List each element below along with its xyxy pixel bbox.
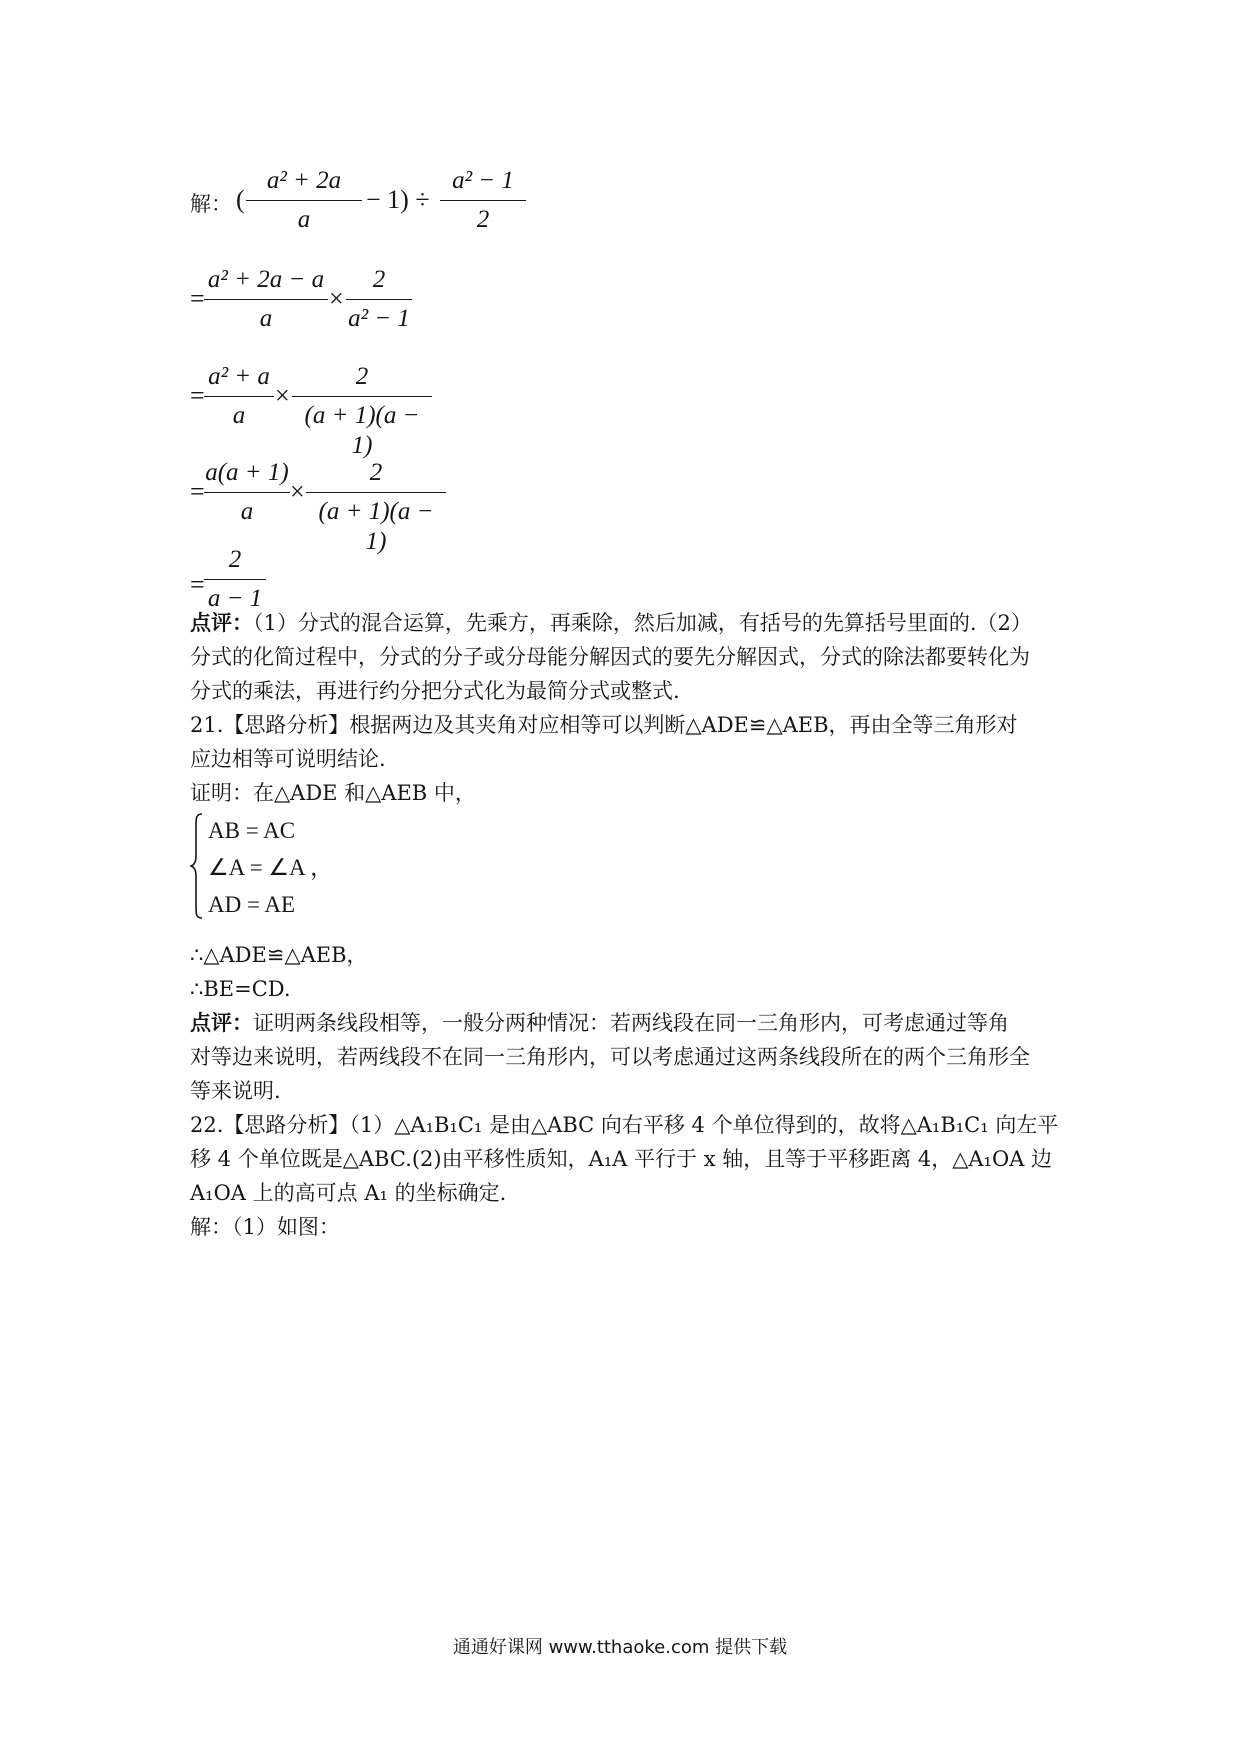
equals-sign: = (190, 477, 205, 506)
fraction: 2 a² − 1 (346, 265, 412, 334)
q21-analysis: 21.【思路分析】根据两边及其夹角对应相等可以判断△ADE≌△AEB，再由全等三角形对 (190, 713, 1018, 737)
times-sign: × (290, 477, 305, 506)
fraction: a² − 1 2 (440, 166, 526, 235)
q21-proof-intro: 证明：在△ADE 和△AEB 中， (190, 781, 476, 805)
operator: − 1) ÷ (366, 185, 430, 214)
q22-solution: 解：（1）如图： (190, 1215, 340, 1239)
q21-conclusion: ∴BE=CD. (190, 977, 291, 1001)
open-paren: ( (236, 185, 245, 214)
fraction: a² + 2a a (246, 166, 362, 235)
comment-line: 分式的乘法，再进行约分把分式化为最简分式或整式. (190, 679, 680, 703)
equals-sign: = (190, 284, 205, 313)
system-row: ∠A = ∠A ， (208, 855, 334, 880)
comment-line: 等来说明. (190, 1079, 281, 1103)
comment-label: 点评： (190, 1010, 253, 1035)
comment-line: 对等边来说明，若两线段不在同一三角形内，可以考虑通过这两条线段所在的两个三角形全 (190, 1045, 1030, 1069)
comment-line: 分式的化简过程中，分式的分子或分母能分解因式的要先分解因式，分式的除法都要转化为 (190, 645, 1030, 669)
comment-line: 点评：证明两条线段相等，一般分两种情况：若两线段在同一三角形内，可考虑通过等角 (190, 1010, 1009, 1035)
q22-analysis: 22.【思路分析】（1）△A₁B₁C₁ 是由△ABC 向右平移 4 个单位得到的，故将△A₁B₁C₁ 向左平 (190, 1113, 1059, 1137)
fraction: a² + 2a − a a (204, 265, 328, 334)
q21-analysis: 应边相等可说明结论. (190, 747, 386, 771)
fraction: a(a + 1) a (205, 459, 289, 525)
times-sign: × (275, 381, 290, 410)
times-sign: × (329, 284, 344, 313)
left-brace-icon (190, 812, 204, 920)
system-row: AB = AC (208, 818, 296, 843)
fraction: a² + a a (204, 362, 274, 431)
q21-conclusion: ∴△ADE≌△AEB， (190, 943, 368, 967)
page-footer: 通通好课网 www.tthaoke.com 提供下载 (452, 1637, 788, 1658)
solution-label: 解： (190, 192, 232, 216)
comment-line: 点评：（1）分式的混合运算，先乘方，再乘除，然后加减，有括号的先算括号里面的.（2） (190, 610, 1032, 635)
fraction: 2 a − 1 (204, 545, 266, 614)
fraction: 2 (a + 1)(a − 1) (306, 458, 446, 557)
fraction: 2 (a + 1)(a − 1) (292, 362, 432, 461)
q22-analysis: 移 4 个单位既是△ABC.(2)由平移性质知，A₁A 平行于 x 轴，且等于平移距离 4，△A₁OA 边 (190, 1147, 1053, 1171)
system-row: AD = AE (208, 892, 296, 917)
comment-label: 点评： (190, 610, 253, 635)
equals-sign: = (190, 570, 205, 599)
q22-analysis: A₁OA 上的高可点 A₁ 的坐标确定. (190, 1181, 507, 1205)
equals-sign: = (190, 381, 205, 410)
